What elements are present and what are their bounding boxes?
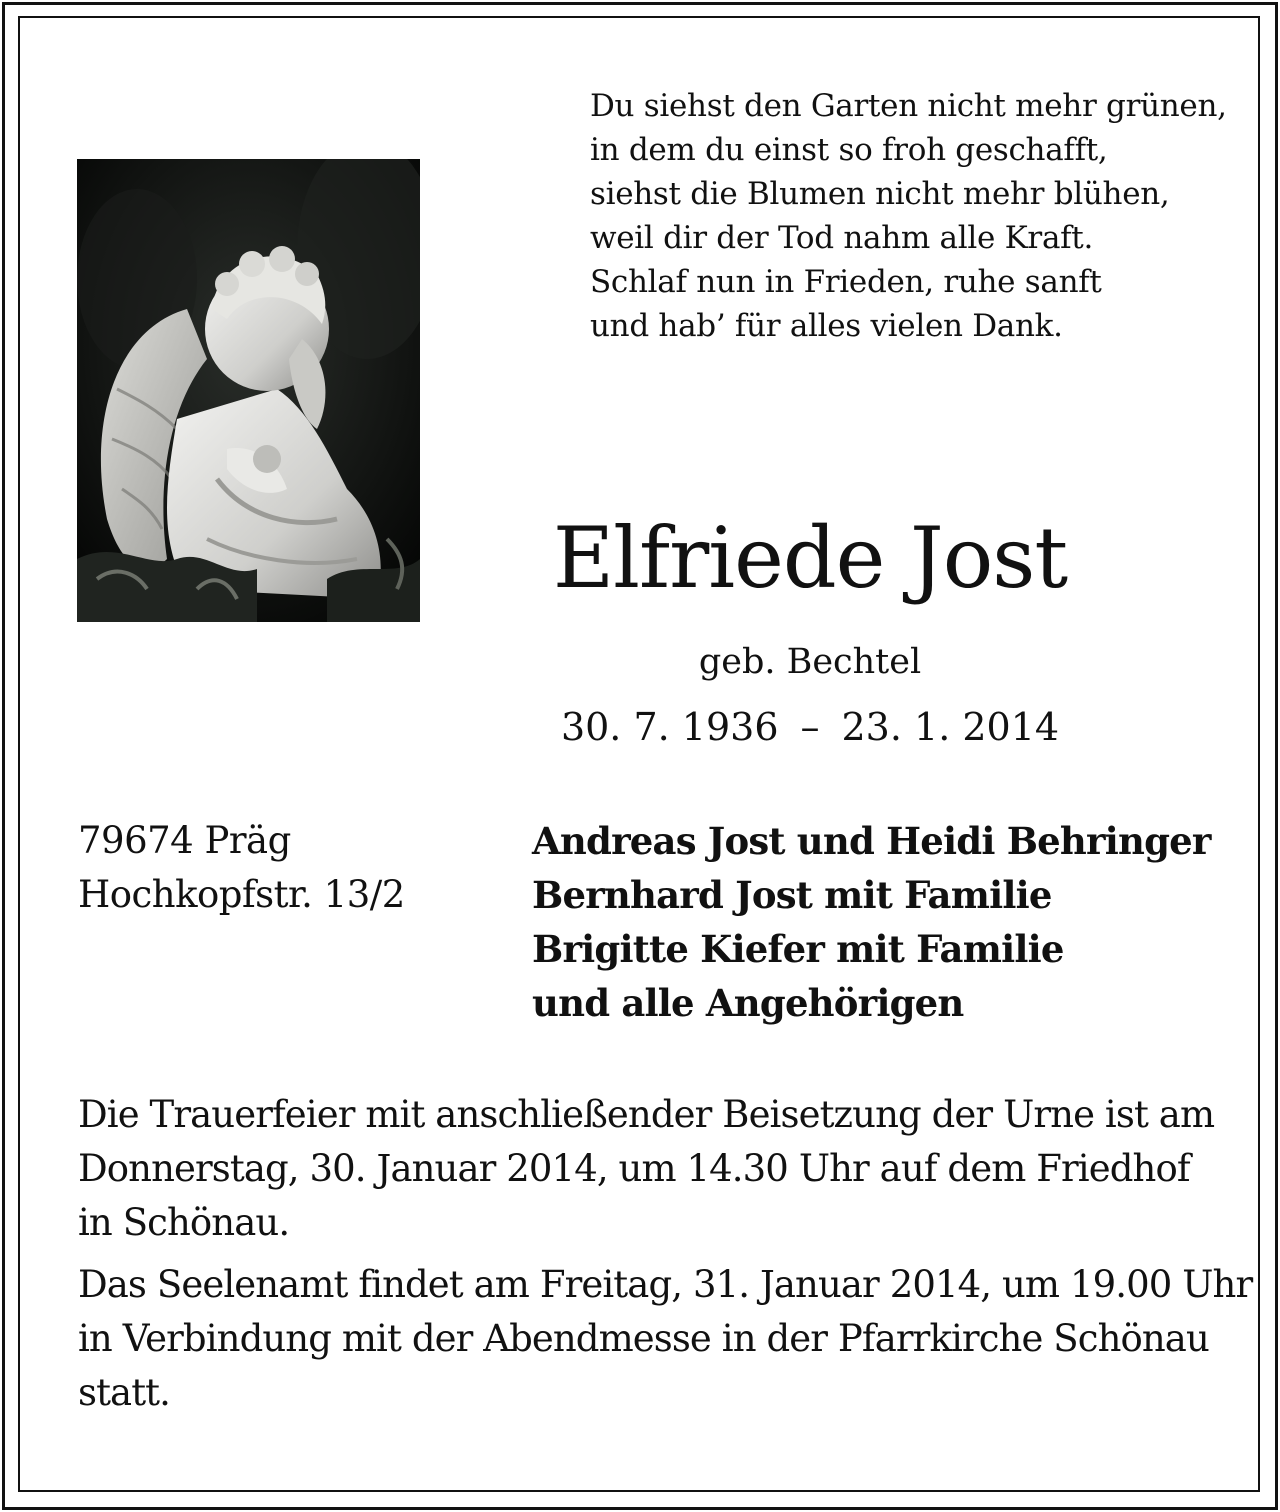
birth-name: geb. Bechtel bbox=[698, 642, 922, 682]
address-line: 79674 Präg bbox=[78, 819, 291, 862]
poem-line: in dem du einst so froh geschafft, bbox=[590, 132, 1108, 168]
service-line: statt. bbox=[78, 1371, 171, 1414]
service-line: Das Seelenamt findet am Freitag, 31. Januar 2014, um 19.00 Uhr bbox=[78, 1263, 1253, 1306]
date-separator: – bbox=[800, 705, 820, 749]
service-line: Donnerstag, 30. Januar 2014, um 14.30 Uhr auf dem Friedhof bbox=[78, 1147, 1190, 1190]
poem-line: weil dir der Tod nahm alle Kraft. bbox=[590, 220, 1094, 256]
address-line: Hochkopfstr. 13/2 bbox=[78, 873, 405, 916]
mourner-line: und alle Angehörigen bbox=[532, 981, 964, 1025]
angel-statue-photo bbox=[77, 159, 420, 622]
mourner-line: Bernhard Jost mit Familie bbox=[532, 873, 1052, 917]
service-line: in Verbindung mit der Abendmesse in der Pfarrkirche Schönau bbox=[78, 1317, 1209, 1360]
birth-date: 30. 7. 1936 bbox=[560, 705, 779, 749]
memorial-mass-text bbox=[78, 1258, 1253, 1420]
poem-line: Schlaf nun in Frieden, ruhe sanft bbox=[590, 264, 1102, 300]
funeral-service-text bbox=[78, 1088, 1215, 1250]
poem-line: Du siehst den Garten nicht mehr grünen, bbox=[590, 88, 1227, 124]
poem-line: und hab’ für alles vielen Dank. bbox=[590, 308, 1063, 344]
mourners-block bbox=[532, 814, 1211, 1030]
service-line: in Schönau. bbox=[78, 1201, 290, 1244]
death-date: 23. 1. 2014 bbox=[841, 705, 1060, 749]
memorial-poem bbox=[590, 84, 1230, 348]
address-block bbox=[78, 814, 405, 922]
deceased-name: Elfriede Jost bbox=[552, 509, 1068, 607]
service-line: Die Trauerfeier mit anschließender Beisetzung der Urne ist am bbox=[78, 1093, 1215, 1136]
mourner-line: Brigitte Kiefer mit Familie bbox=[532, 927, 1064, 971]
life-dates bbox=[440, 702, 1180, 752]
mourner-line: Andreas Jost und Heidi Behringer bbox=[532, 819, 1211, 863]
poem-line: siehst die Blumen nicht mehr blühen, bbox=[590, 176, 1170, 212]
